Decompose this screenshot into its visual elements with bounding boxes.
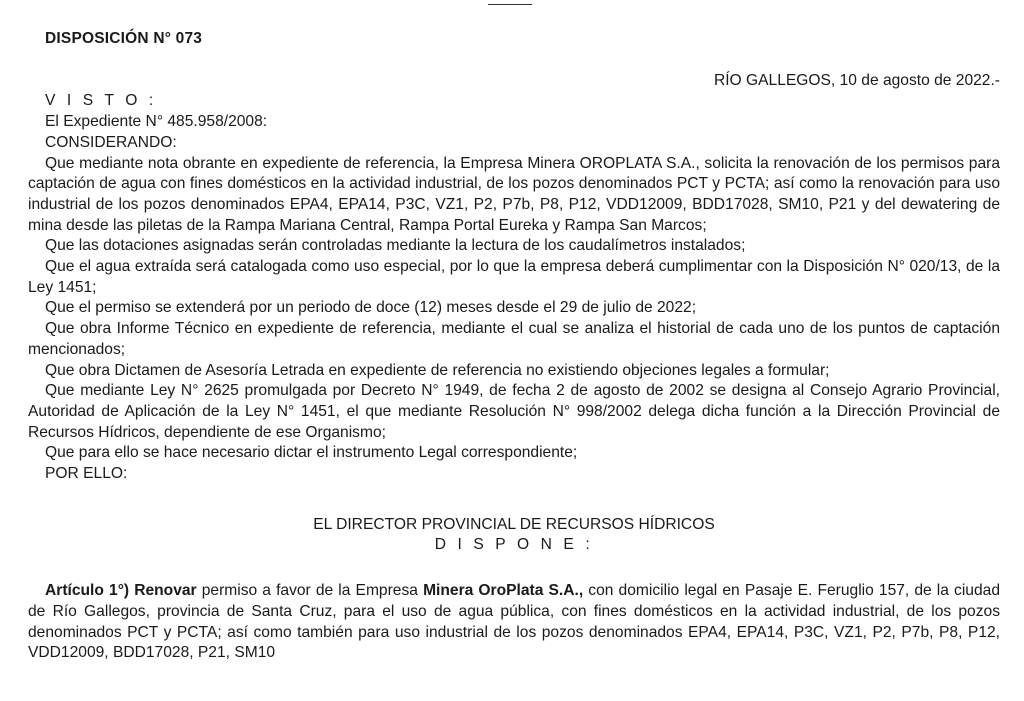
article-1: [28, 581, 1000, 664]
considerando-paragraph: Que las dotaciones asignadas serán controladas mediante la lectura de los caudalímetros instalados;: [45, 237, 746, 255]
considerando-paragraph: Que el agua extraída será catalogada como uso especial, por lo que la empresa deberá cumplimentar con la Disposición N° 020/13, de la Ley 1451;: [28, 258, 1000, 296]
article-lead: Artículo 1°) Renovar: [45, 582, 197, 600]
por-ello-heading: POR ELLO:: [45, 465, 128, 483]
article-text: permiso a favor de la Empresa: [196, 582, 424, 600]
considerando-heading: CONSIDERANDO:: [45, 133, 177, 151]
article-company: Minera OroPlata S.A.,: [423, 582, 584, 600]
document-page: [28, 24, 1000, 664]
considerando-paragraph: Que obra Dictamen de Asesoría Letrada en expediente de referencia no existiendo objeciones legales a formular;: [45, 361, 830, 379]
article-text: con domicilio legal en Pasaje E. Feruglio 157, de la ciudad de Río Gallegos, provincia de Santa Cruz, para el uso de agua pública, con fines domésticos en la actividad industrial, de los pozos denominados PCT y PCTA; así como también para uso industrial de los pozos denominados EPA4, EPA14, P3C, VZ1, P2, P7b, P8, P12, VDD12009, BDD17028, P21, SM10: [28, 582, 1000, 662]
document-title: DISPOSICIÓN N° 073: [45, 30, 203, 47]
considerando-paragraph: Que mediante Ley N° 2625 promulgada por Decreto N° 1949, de fecha 2 de agosto de 2002 se designa al Consejo Agrario Provincial, Autoridad de Aplicación de la Ley N° 1451, el que mediante Resolución N° 998/2002 delega dicha función a la Dirección Provincial de Recursos Hídricos, dependiente de ese Organismo;: [28, 382, 1000, 441]
considerando-paragraph: Que obra Informe Técnico en expediente de referencia, mediante el cual se analiza el historial de cada uno de los puntos de captación mencionados;: [28, 320, 1000, 358]
expediente-line: El Expediente N° 485.958/2008:: [45, 113, 268, 131]
director-heading: EL DIRECTOR PROVINCIAL DE RECURSOS HÍDRICOS: [313, 515, 715, 533]
visto-heading: V I S T O :: [45, 92, 157, 110]
considerando-paragraph: Que el permiso se extenderá por un periodo de doce (12) meses desde el 29 de julio de 2022;: [45, 299, 697, 317]
dispone-heading: D I S P O N E :: [434, 536, 594, 554]
place-date: RÍO GALLEGOS, 10 de agosto de 2022.-: [713, 71, 1000, 89]
considerando-paragraph: Que para ello se hace necesario dictar el instrumento Legal correspondiente;: [45, 444, 578, 462]
considerando-paragraph: Que mediante nota obrante en expediente de referencia, la Empresa Minera OROPLATA S.A., solicita la renovación de los permisos para captación de agua con fines domésticos en la actividad industrial, de los pozos denominados PCT y PCTA; así como la renovación para uso industrial de los pozos denominados EPA4, EPA14, P3C, VZ1, P2, P7b, P8, P12, VDD12009, BDD17028, SM10, P21 y del dewatering de mina desde las piletas de la Rampa Mariana Central, Rampa Portal Eureka y Rampa San Marcos;: [28, 154, 1000, 234]
top-rule: [488, 4, 532, 5]
